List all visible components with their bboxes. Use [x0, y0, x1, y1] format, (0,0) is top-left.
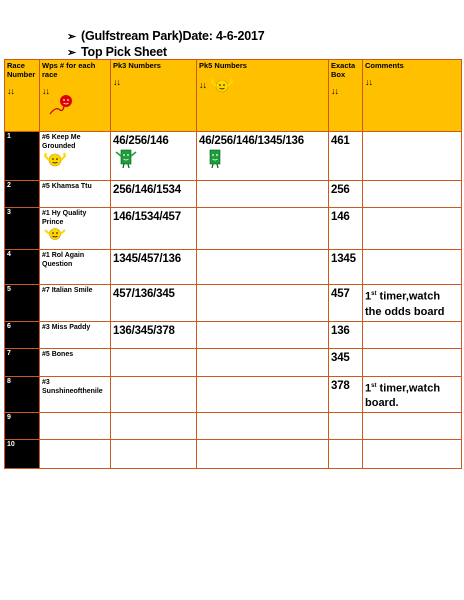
dollar-bill-character-icon	[205, 147, 225, 169]
comments-cell	[363, 413, 462, 440]
table-row	[5, 321, 462, 348]
header-date-text: (Gulfstream Park)Date: 4-6-2017	[81, 29, 265, 43]
exacta-cell: 345	[329, 348, 363, 376]
exacta-cell: 136	[329, 321, 363, 348]
exacta-cell: 256	[329, 181, 363, 208]
pk5-cell: 46/256/146/1345/136	[197, 132, 329, 181]
comments-cell	[363, 321, 462, 348]
race-number-cell: 9	[5, 413, 40, 440]
race-number-cell: 4	[5, 250, 40, 285]
pk3-cell	[111, 440, 197, 469]
down-arrows-icon: ↓↓	[42, 86, 49, 96]
red-balloon-smiley-icon	[48, 94, 74, 116]
header-title-line	[67, 45, 167, 59]
pk3-cell	[111, 376, 197, 413]
wps-cell: #5 Khamsa Ttu	[40, 181, 111, 208]
pk5-cell	[197, 348, 329, 376]
header-date-line	[67, 29, 264, 43]
dollar-bill-character-icon	[113, 147, 139, 169]
col-header-comments: Comments ↓↓	[363, 60, 462, 132]
race-number-cell: 6	[5, 321, 40, 348]
wps-cell: #3 Sunshineofthenile	[40, 376, 111, 413]
pk3-cell: 1345/457/136	[111, 250, 197, 285]
wps-cell: #1 Rol Again Question	[40, 250, 111, 285]
pk5-cell	[197, 250, 329, 285]
pk3-cell	[111, 413, 197, 440]
pk3-cell: 136/345/378	[111, 321, 197, 348]
pk3-cell: 256/146/1534	[111, 181, 197, 208]
col-header-wps: Wps # for each race ↓↓	[40, 60, 111, 132]
exacta-cell	[329, 413, 363, 440]
top-pick-table	[4, 59, 462, 469]
comments-cell: 1st timer,watch board.	[363, 376, 462, 413]
table-row	[5, 208, 462, 250]
down-arrows-icon: ↓↓	[199, 79, 206, 90]
pk5-cell	[197, 181, 329, 208]
comments-cell	[363, 440, 462, 469]
exacta-cell: 461	[329, 132, 363, 181]
comments-cell	[363, 132, 462, 181]
pk3-cell	[111, 348, 197, 376]
flexing-smiley-icon	[42, 151, 68, 169]
pk3-cell: 46/256/146	[111, 132, 197, 181]
pk5-cell	[197, 208, 329, 250]
exacta-cell	[329, 440, 363, 469]
wps-cell: #6 Keep Me Grounded	[40, 132, 111, 181]
pk3-cell: 146/1534/457	[111, 208, 197, 250]
pk3-cell: 457/136/345	[111, 285, 197, 322]
table-header-row	[5, 60, 462, 132]
comments-cell	[363, 348, 462, 376]
race-number-cell: 2	[5, 181, 40, 208]
table-row	[5, 181, 462, 208]
col-header-pk3: Pk3 Numbers ↓↓	[111, 60, 197, 132]
col-header-race: Race Number ↓↓	[5, 60, 40, 132]
wps-cell: #3 Miss Paddy	[40, 321, 111, 348]
wps-cell: #5 Bones	[40, 348, 111, 376]
table-row	[5, 285, 462, 322]
table-row	[5, 440, 462, 469]
flexing-smiley-icon	[208, 76, 236, 96]
table-row	[5, 132, 462, 181]
wps-cell: #1 Hy Quality Prince	[40, 208, 111, 250]
comments-cell: 1st timer,watch the odds board	[363, 285, 462, 322]
pk5-cell	[197, 285, 329, 322]
pk5-cell	[197, 413, 329, 440]
table-row	[5, 413, 462, 440]
table-row	[5, 348, 462, 376]
table-row	[5, 250, 462, 285]
sheet-title: Top Pick Sheet	[81, 45, 167, 59]
flexing-smiley-icon	[42, 227, 68, 241]
wps-cell: #7 Italian Smile	[40, 285, 111, 322]
down-arrows-icon: ↓↓	[113, 77, 120, 87]
down-arrows-icon: ↓↓	[331, 86, 338, 96]
pk5-cell	[197, 321, 329, 348]
col-header-pk5: Pk5 Numbers ↓↓	[197, 60, 329, 132]
down-arrows-icon: ↓↓	[365, 77, 372, 87]
race-number-cell: 5	[5, 285, 40, 322]
race-number-cell: 1	[5, 132, 40, 181]
exacta-cell: 146	[329, 208, 363, 250]
race-number-cell: 10	[5, 440, 40, 469]
arrowhead-bullet-icon: ➢	[67, 31, 77, 43]
wps-cell	[40, 440, 111, 469]
comments-cell	[363, 208, 462, 250]
race-number-cell: 8	[5, 376, 40, 413]
comments-cell	[363, 181, 462, 208]
wps-cell	[40, 413, 111, 440]
col-header-exacta: Exacta Box ↓↓	[329, 60, 363, 132]
comments-cell	[363, 250, 462, 285]
table-row	[5, 376, 462, 413]
pk5-cell	[197, 440, 329, 469]
exacta-cell: 1345	[329, 250, 363, 285]
race-number-cell: 7	[5, 348, 40, 376]
race-number-cell: 3	[5, 208, 40, 250]
exacta-cell: 457	[329, 285, 363, 322]
down-arrows-icon: ↓↓	[7, 86, 14, 96]
arrowhead-bullet-icon: ➢	[67, 47, 77, 59]
exacta-cell: 378	[329, 376, 363, 413]
pk5-cell	[197, 376, 329, 413]
